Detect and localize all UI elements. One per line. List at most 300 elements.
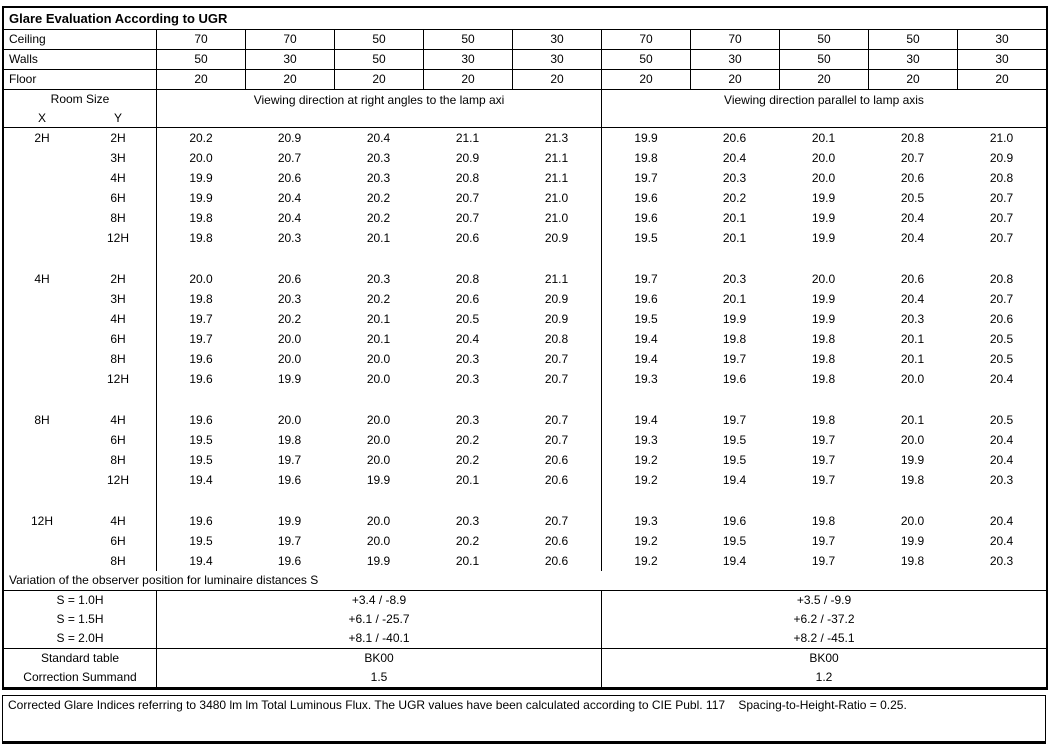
- ugr-value: 20.0: [900, 433, 925, 447]
- ugr-data-row: [4, 228, 1046, 248]
- surface-value: 50: [156, 50, 245, 69]
- room-y: 6H: [110, 433, 126, 447]
- ugr-value: 19.8: [900, 554, 925, 568]
- ugr-value: 19.8: [277, 433, 302, 447]
- ugr-value: 19.7: [811, 534, 836, 548]
- ugr-value: [690, 389, 779, 410]
- summary-label: Correction Summand: [23, 670, 137, 684]
- ugr-value: 20.9: [277, 131, 302, 145]
- ugr-value: 20.0: [900, 514, 925, 528]
- observer-variation-row: [4, 610, 1046, 629]
- surface-value: 50: [779, 50, 868, 69]
- ugr-value: [957, 389, 1046, 410]
- ugr-value: 20.3: [455, 352, 480, 366]
- surface-row: [4, 50, 1046, 70]
- surface-reflectance-rows: [4, 30, 1046, 90]
- surface-value: 70: [156, 30, 245, 49]
- ugr-data-row: [4, 369, 1046, 389]
- room-x: [4, 430, 80, 450]
- ugr-value: 20.9: [544, 231, 569, 245]
- ugr-value: 19.5: [156, 430, 245, 450]
- room-x: [4, 531, 80, 551]
- observer-variation-row: [4, 629, 1046, 648]
- ugr-value: 20.1: [722, 231, 747, 245]
- s-variation-crosswise: +8.1 / -40.1: [156, 629, 601, 648]
- ugr-data-row: [4, 430, 1046, 450]
- ugr-value: [156, 248, 245, 269]
- ugr-value: 19.2: [601, 470, 690, 490]
- surface-value: 20: [156, 70, 245, 89]
- observer-variation-row: [4, 591, 1046, 610]
- ugr-value: 20.3: [366, 272, 391, 286]
- ugr-evaluation-table: [2, 6, 1048, 690]
- table-title: Glare Evaluation According to UGR: [4, 8, 1046, 30]
- ugr-value: 19.6: [601, 208, 690, 228]
- ugr-value: 20.7: [277, 151, 302, 165]
- surface-label: Ceiling: [9, 32, 46, 46]
- room-size-header: [4, 90, 156, 127]
- surface-value: 30: [690, 50, 779, 69]
- ugr-value: 19.7: [156, 329, 245, 349]
- ugr-value: 19.5: [722, 453, 747, 467]
- ugr-value: 19.2: [601, 551, 690, 571]
- ugr-value: 20.3: [366, 151, 391, 165]
- ugr-value: 19.6: [156, 511, 245, 531]
- ugr-value: 20.8: [544, 332, 569, 346]
- room-x: [4, 168, 80, 188]
- ugr-value: 20.2: [455, 534, 480, 548]
- ugr-value: 20.7: [544, 433, 569, 447]
- room-x: [4, 309, 80, 329]
- ugr-value: 20.7: [544, 352, 569, 366]
- ugr-value: 19.9: [811, 312, 836, 326]
- viewing-direction-crosswise-header: Viewing direction at right angles to the lamp axi: [156, 90, 601, 127]
- ugr-value: 19.4: [156, 470, 245, 490]
- room-y: 4H: [110, 312, 126, 326]
- ugr-value: 20.4: [900, 231, 925, 245]
- ugr-value: 20.1: [455, 554, 480, 568]
- ugr-value: [512, 389, 601, 410]
- s-variation-parallel: +6.2 / -37.2: [601, 610, 1046, 629]
- room-size-label: Room Size: [50, 92, 110, 106]
- ugr-value: 19.8: [811, 514, 836, 528]
- summary-value-parallel: BK00: [601, 649, 1046, 668]
- ugr-value: 20.9: [455, 151, 480, 165]
- ugr-value: 20.9: [989, 151, 1014, 165]
- ugr-value: 20.1: [900, 352, 925, 366]
- surface-value: 20: [957, 70, 1046, 89]
- ugr-value: [423, 248, 512, 269]
- ugr-value: 20.9: [544, 312, 569, 326]
- ugr-value: 20.1: [900, 332, 925, 346]
- ugr-value: [156, 389, 245, 410]
- s-distance-label: S = 1.0H: [56, 593, 104, 607]
- ugr-value: 20.0: [366, 413, 391, 427]
- ugr-value: 19.2: [601, 531, 690, 551]
- ugr-value: 20.4: [277, 191, 302, 205]
- room-y: 6H: [110, 332, 126, 346]
- surface-value: 50: [334, 50, 423, 69]
- ugr-value: 20.5: [989, 413, 1014, 427]
- ugr-value: 20.0: [277, 352, 302, 366]
- ugr-value: 19.8: [156, 208, 245, 228]
- ugr-value: 20.6: [989, 312, 1014, 326]
- ugr-value: [156, 490, 245, 511]
- surface-value: 20: [690, 70, 779, 89]
- ugr-value: 21.1: [544, 151, 569, 165]
- ugr-value: 19.7: [601, 269, 690, 289]
- ugr-value: 19.4: [722, 473, 747, 487]
- room-x: [4, 349, 80, 369]
- ugr-value: 19.4: [601, 329, 690, 349]
- room-y: [80, 389, 156, 410]
- summary-row: [4, 649, 1046, 668]
- ugr-value: 19.5: [156, 450, 245, 470]
- observer-variation-title: Variation of the observer position for luminaire distances S: [4, 571, 1046, 591]
- ugr-data-row: [4, 269, 1046, 289]
- ugr-value: 20.6: [900, 272, 925, 286]
- ugr-value: [245, 248, 334, 269]
- surface-row: [4, 30, 1046, 50]
- ugr-value: 19.8: [722, 332, 747, 346]
- ugr-value: 20.1: [811, 131, 836, 145]
- ugr-value: 19.9: [811, 211, 836, 225]
- s-distance-label: S = 2.0H: [56, 631, 104, 645]
- ugr-data-rows: [4, 128, 1046, 571]
- surface-label: Floor: [9, 72, 37, 86]
- room-x: [4, 148, 80, 168]
- ugr-value: 19.7: [722, 413, 747, 427]
- ugr-value: 19.6: [722, 372, 747, 386]
- ugr-value: 20.7: [455, 211, 480, 225]
- ugr-value: 19.4: [601, 410, 690, 430]
- ugr-value: 20.0: [366, 514, 391, 528]
- room-y: [80, 248, 156, 269]
- ugr-value: 19.8: [156, 289, 245, 309]
- ugr-data-row: [4, 168, 1046, 188]
- ugr-value: 20.3: [366, 171, 391, 185]
- ugr-value: 20.2: [277, 312, 302, 326]
- ugr-value: [868, 248, 957, 269]
- ugr-value: 20.4: [989, 534, 1014, 548]
- ugr-value: [423, 389, 512, 410]
- ugr-value: 20.0: [366, 372, 391, 386]
- ugr-value: [601, 389, 690, 410]
- room-x: [4, 389, 80, 410]
- ugr-value: [601, 490, 690, 511]
- ugr-value: 19.3: [601, 430, 690, 450]
- summary-value-parallel: 1.2: [601, 668, 1046, 687]
- ugr-value: 19.7: [811, 554, 836, 568]
- ugr-value: 21.0: [544, 211, 569, 225]
- ugr-value: 19.9: [601, 128, 690, 148]
- ugr-value: 19.6: [156, 410, 245, 430]
- ugr-value: 20.3: [277, 292, 302, 306]
- ugr-value: 20.2: [455, 433, 480, 447]
- ugr-value: 20.4: [900, 211, 925, 225]
- ugr-value: 19.6: [277, 473, 302, 487]
- surface-value: 20: [334, 70, 423, 89]
- ugr-value: 19.9: [366, 554, 391, 568]
- s-variation-parallel: +8.2 / -45.1: [601, 629, 1046, 648]
- surface-value: 30: [245, 50, 334, 69]
- room-x: 4H: [34, 272, 50, 286]
- ugr-value: 20.4: [989, 514, 1014, 528]
- surface-value: 20: [779, 70, 868, 89]
- room-x: 8H: [34, 413, 50, 427]
- ugr-value: 20.1: [366, 231, 391, 245]
- ugr-value: 20.3: [277, 231, 302, 245]
- ugr-value: 20.7: [989, 191, 1014, 205]
- ugr-data-row: [4, 128, 1046, 148]
- ugr-value: 20.0: [366, 433, 391, 447]
- surface-value: 50: [779, 30, 868, 49]
- ugr-value: 20.7: [900, 151, 925, 165]
- surface-value: 50: [868, 30, 957, 49]
- ugr-data-row: [4, 309, 1046, 329]
- ugr-value: 20.6: [900, 171, 925, 185]
- ugr-data-row: [4, 349, 1046, 369]
- ugr-value: 20.6: [544, 453, 569, 467]
- ugr-value: 19.9: [811, 292, 836, 306]
- ugr-data-row: [4, 470, 1046, 490]
- ugr-value: 19.5: [722, 534, 747, 548]
- surface-value: 50: [601, 50, 690, 69]
- surface-value: 30: [512, 50, 601, 69]
- ugr-value: 19.7: [811, 453, 836, 467]
- ugr-value: 20.8: [989, 171, 1014, 185]
- ugr-value: 19.6: [601, 188, 690, 208]
- room-y: 8H: [110, 211, 126, 225]
- surface-value: 20: [245, 70, 334, 89]
- room-x: [4, 490, 80, 511]
- room-y: 12H: [106, 231, 129, 245]
- ugr-value: 21.0: [544, 191, 569, 205]
- ugr-value: 20.7: [989, 292, 1014, 306]
- surface-value: 20: [601, 70, 690, 89]
- surface-value: 20: [512, 70, 601, 89]
- ugr-value: 20.7: [544, 413, 569, 427]
- ugr-value: 21.1: [455, 131, 480, 145]
- ugr-value: 20.0: [156, 148, 245, 168]
- table-header-row: [4, 90, 1046, 128]
- viewing-direction-parallel-header: Viewing direction parallel to lamp axis: [601, 90, 1046, 127]
- ugr-value: 20.3: [455, 372, 480, 386]
- ugr-value: 19.6: [277, 554, 302, 568]
- ugr-value: 20.0: [366, 352, 391, 366]
- ugr-value: 21.1: [544, 171, 569, 185]
- ugr-value: 19.8: [811, 332, 836, 346]
- ugr-data-row: [4, 410, 1046, 430]
- ugr-value: 19.7: [601, 168, 690, 188]
- ugr-value: 20.4: [722, 151, 747, 165]
- room-x: [4, 369, 80, 389]
- ugr-value: 20.6: [277, 171, 302, 185]
- ugr-value: 19.9: [277, 372, 302, 386]
- room-y: [80, 490, 156, 511]
- ugr-value: 20.6: [544, 554, 569, 568]
- ugr-value: 20.5: [900, 191, 925, 205]
- block-gap-row: [4, 248, 1046, 269]
- room-x: [4, 208, 80, 228]
- ugr-value: 19.3: [601, 511, 690, 531]
- ugr-value: [779, 490, 868, 511]
- ugr-value: 20.4: [277, 211, 302, 225]
- ugr-value: 19.4: [722, 554, 747, 568]
- ugr-value: 20.1: [722, 292, 747, 306]
- ugr-value: 20.6: [455, 292, 480, 306]
- summary-label: Standard table: [40, 651, 120, 665]
- ugr-value: 19.9: [156, 188, 245, 208]
- s-distance-label: S = 1.5H: [56, 612, 104, 626]
- ugr-value: 20.0: [277, 332, 302, 346]
- ugr-value: 19.5: [156, 531, 245, 551]
- summary-value-crosswise: 1.5: [156, 668, 601, 687]
- ugr-value: 20.4: [366, 131, 391, 145]
- ugr-value: [690, 248, 779, 269]
- ugr-value: 19.8: [811, 372, 836, 386]
- ugr-value: 20.2: [366, 191, 391, 205]
- surface-value: 50: [423, 30, 512, 49]
- ugr-data-row: [4, 289, 1046, 309]
- ugr-value: [512, 490, 601, 511]
- ugr-value: 20.6: [544, 473, 569, 487]
- room-x: 2H: [34, 131, 50, 145]
- surface-value: 20: [423, 70, 512, 89]
- summary-value-crosswise: BK00: [156, 649, 601, 668]
- surface-value: 30: [423, 50, 512, 69]
- ugr-value: 19.7: [811, 433, 836, 447]
- room-y: 4H: [110, 514, 126, 528]
- ugr-value: 19.9: [900, 453, 925, 467]
- ugr-value: 19.9: [366, 473, 391, 487]
- ugr-value: 19.7: [156, 309, 245, 329]
- ugr-value: [601, 248, 690, 269]
- ugr-value: 20.5: [989, 352, 1014, 366]
- observer-variation-rows: [4, 591, 1046, 649]
- ugr-value: 20.4: [989, 453, 1014, 467]
- room-x: [4, 329, 80, 349]
- ugr-value: 19.2: [601, 450, 690, 470]
- ugr-value: 19.7: [277, 534, 302, 548]
- surface-value: 70: [245, 30, 334, 49]
- footer-note: Corrected Glare Indices referring to 3480 lm lm Total Luminous Flux. The UGR values have been calculated according to CIE Publ. 117 Spacing-to-Height-Ratio = 0.25.: [8, 698, 907, 712]
- ugr-value: 20.0: [811, 171, 836, 185]
- ugr-value: 19.6: [722, 514, 747, 528]
- ugr-value: 20.0: [156, 269, 245, 289]
- ugr-data-row: [4, 148, 1046, 168]
- surface-value: 70: [601, 30, 690, 49]
- ugr-value: 20.3: [722, 171, 747, 185]
- ugr-value: 21.3: [544, 131, 569, 145]
- room-x: [4, 228, 80, 248]
- ugr-value: 20.5: [989, 332, 1014, 346]
- surface-value: 30: [868, 50, 957, 69]
- ugr-value: 20.2: [156, 128, 245, 148]
- ugr-value: 20.0: [811, 151, 836, 165]
- surface-value: 30: [957, 50, 1046, 69]
- ugr-value: 20.7: [544, 514, 569, 528]
- ugr-value: 19.9: [722, 312, 747, 326]
- ugr-value: 20.2: [366, 292, 391, 306]
- s-variation-parallel: +3.5 / -9.9: [601, 591, 1046, 610]
- ugr-value: 19.8: [601, 148, 690, 168]
- ugr-value: 19.8: [811, 413, 836, 427]
- ugr-value: 19.7: [811, 473, 836, 487]
- ugr-value: 19.3: [601, 369, 690, 389]
- ugr-value: [690, 490, 779, 511]
- ugr-value: 19.9: [156, 168, 245, 188]
- ugr-value: 19.7: [277, 453, 302, 467]
- ugr-value: [957, 248, 1046, 269]
- ugr-value: 20.7: [455, 191, 480, 205]
- ugr-value: 20.2: [722, 191, 747, 205]
- room-x: [4, 248, 80, 269]
- ugr-value: 19.8: [811, 352, 836, 366]
- ugr-value: [512, 248, 601, 269]
- ugr-value: 20.2: [455, 453, 480, 467]
- ugr-value: 19.9: [277, 514, 302, 528]
- ugr-value: 20.3: [455, 413, 480, 427]
- ugr-value: 19.4: [601, 349, 690, 369]
- ugr-value: 20.3: [900, 312, 925, 326]
- ugr-value: 21.1: [544, 272, 569, 286]
- room-x: [4, 551, 80, 571]
- ugr-value: 20.0: [900, 372, 925, 386]
- ugr-value: 20.1: [366, 312, 391, 326]
- ugr-value: 20.4: [989, 372, 1014, 386]
- surface-value: 20: [868, 70, 957, 89]
- ugr-data-row: [4, 551, 1046, 571]
- room-x: 12H: [30, 514, 53, 528]
- ugr-value: [779, 248, 868, 269]
- ugr-data-row: [4, 531, 1046, 551]
- room-y: 2H: [110, 131, 126, 145]
- y-axis-label: Y: [113, 111, 122, 125]
- ugr-value: 19.9: [811, 191, 836, 205]
- room-y: 3H: [110, 151, 126, 165]
- ugr-value: 20.6: [455, 231, 480, 245]
- ugr-value: 20.4: [455, 332, 480, 346]
- summary-row: [4, 668, 1046, 687]
- ugr-value: 20.0: [811, 272, 836, 286]
- surface-value: 70: [690, 30, 779, 49]
- ugr-value: 20.0: [277, 413, 302, 427]
- s-variation-crosswise: +3.4 / -8.9: [156, 591, 601, 610]
- ugr-value: 20.6: [544, 534, 569, 548]
- ugr-value: 21.0: [989, 131, 1014, 145]
- room-y: 6H: [110, 534, 126, 548]
- ugr-value: 20.8: [900, 131, 925, 145]
- ugr-value: 20.1: [366, 332, 391, 346]
- surface-value: 30: [512, 30, 601, 49]
- ugr-value: [868, 389, 957, 410]
- ugr-value: 19.9: [811, 231, 836, 245]
- ugr-value: [334, 389, 423, 410]
- ugr-value: [334, 490, 423, 511]
- room-y: 3H: [110, 292, 126, 306]
- ugr-value: 20.5: [455, 312, 480, 326]
- ugr-data-row: [4, 511, 1046, 531]
- block-gap-row: [4, 490, 1046, 511]
- ugr-data-row: [4, 208, 1046, 228]
- ugr-value: 20.7: [544, 372, 569, 386]
- ugr-value: 20.8: [455, 272, 480, 286]
- room-y: 4H: [110, 171, 126, 185]
- ugr-value: [957, 490, 1046, 511]
- ugr-value: 19.7: [722, 352, 747, 366]
- ugr-value: 19.8: [156, 228, 245, 248]
